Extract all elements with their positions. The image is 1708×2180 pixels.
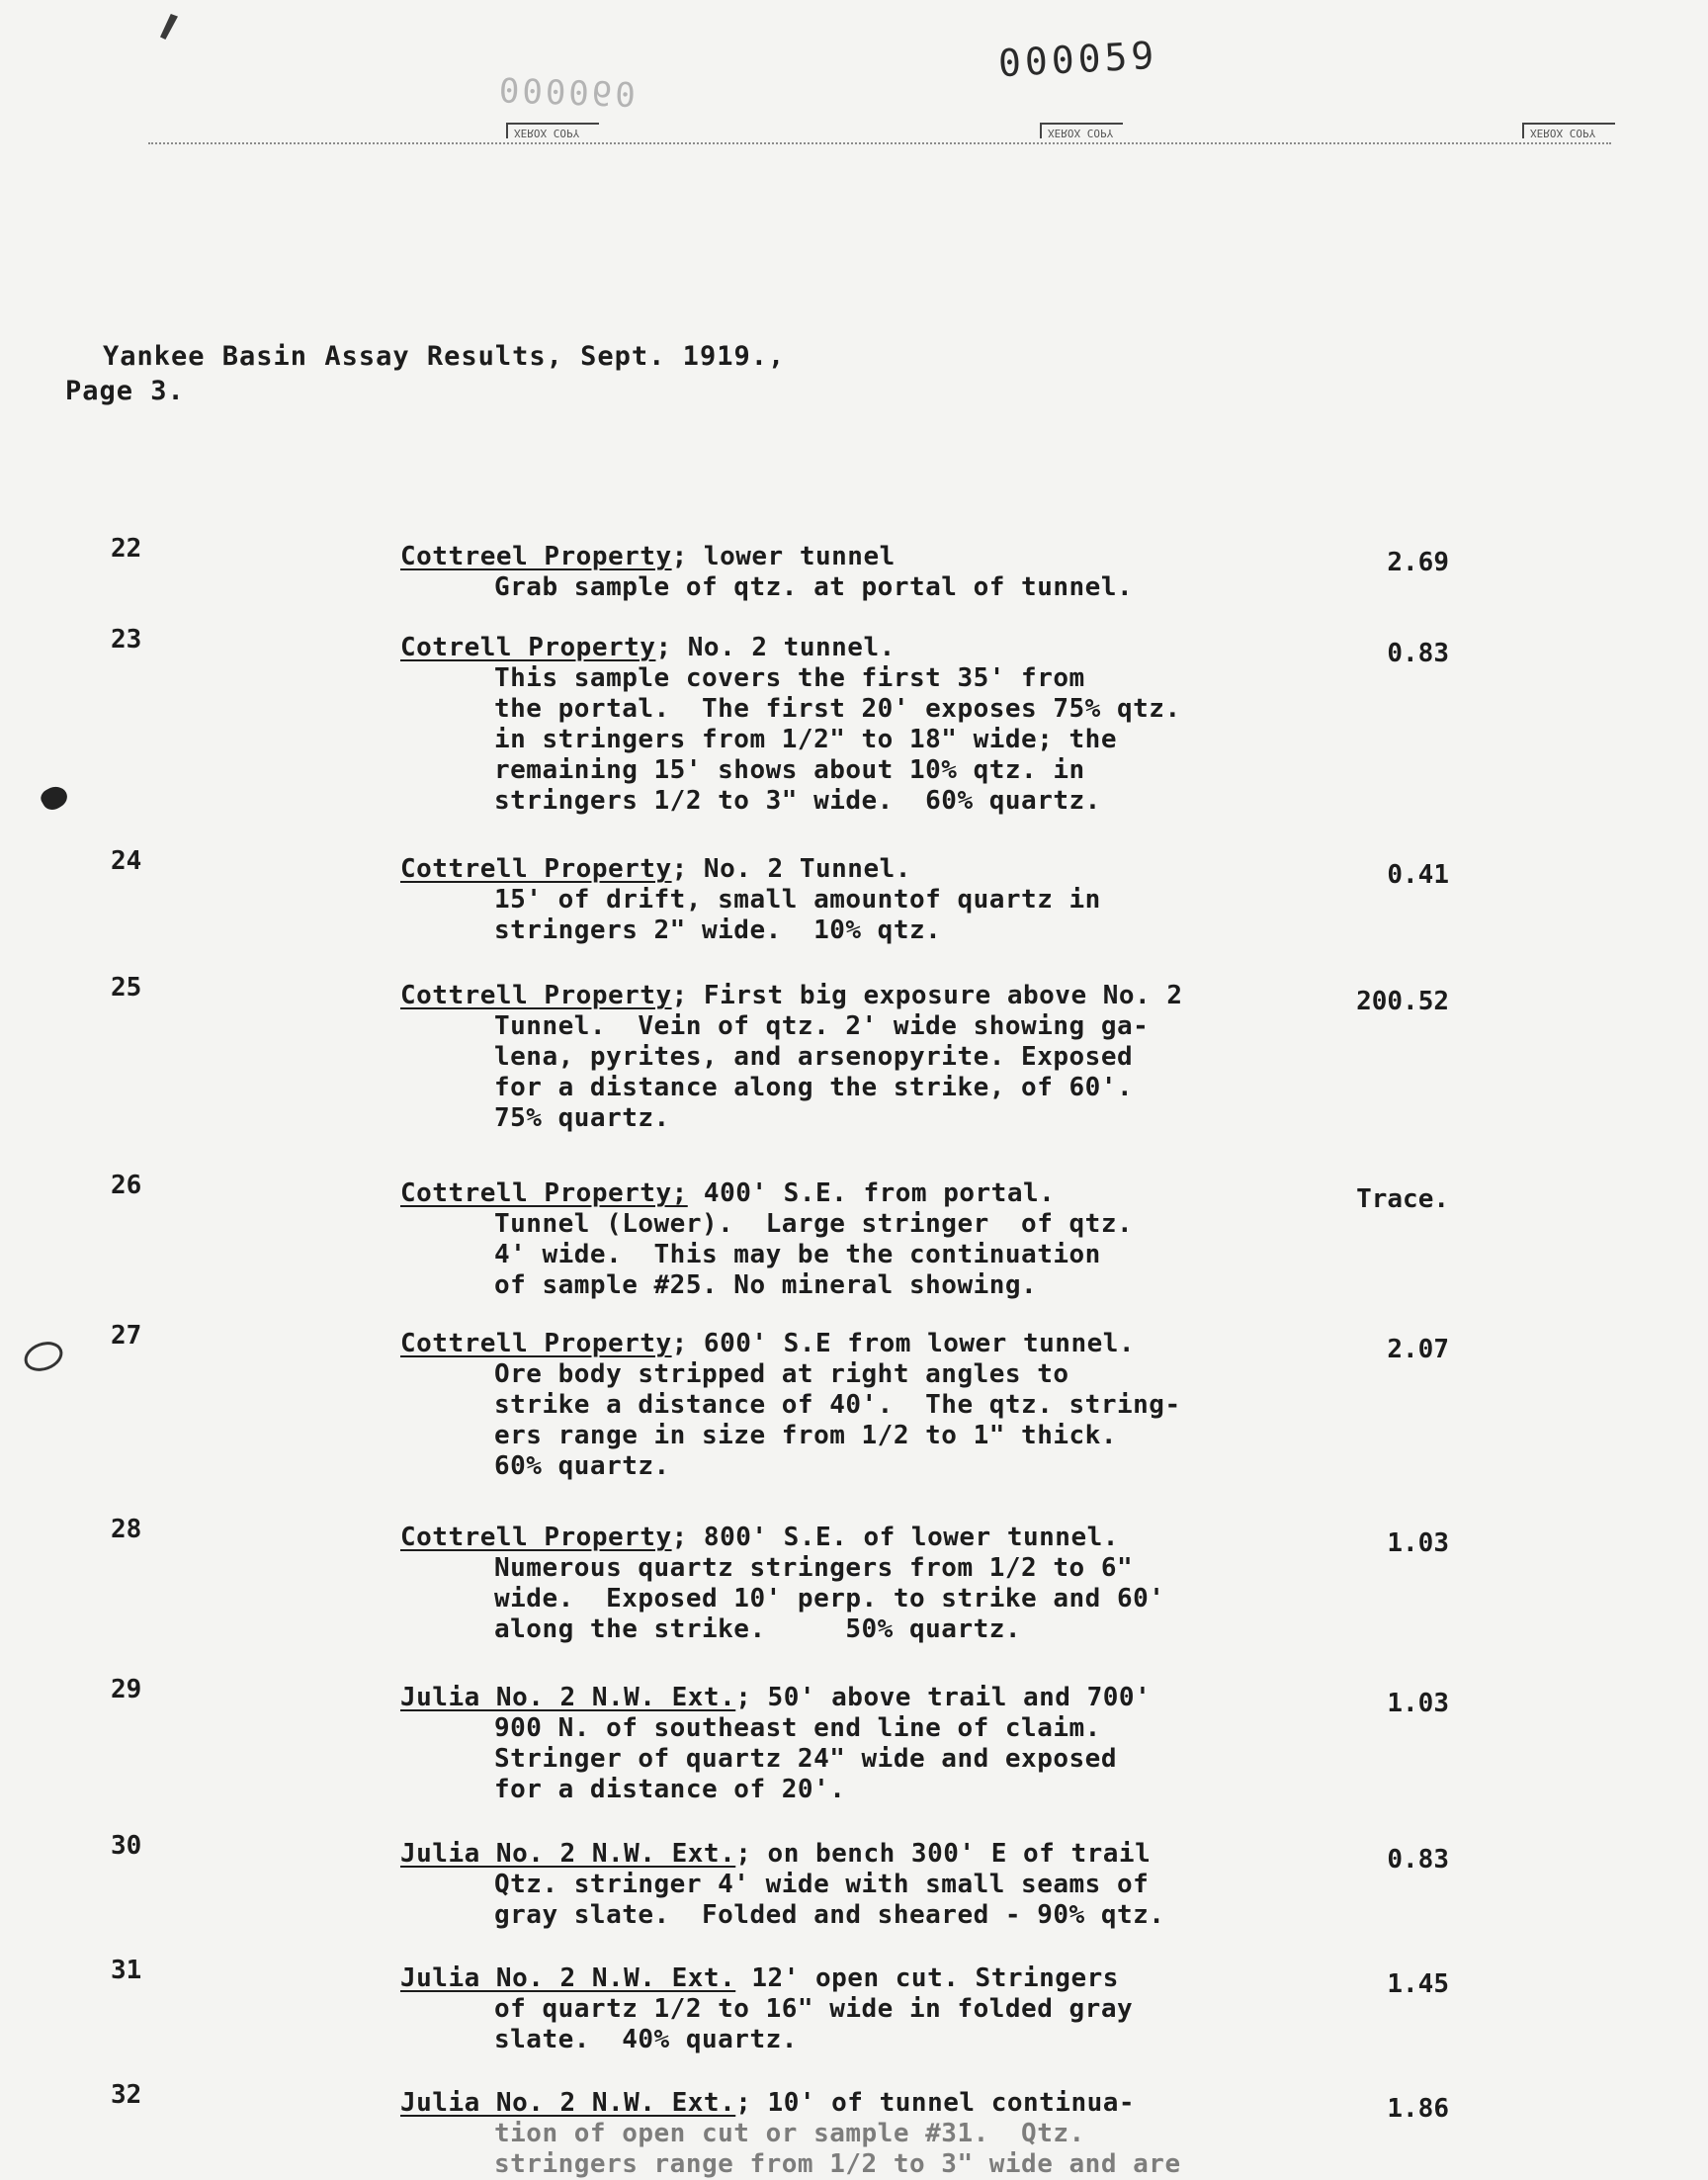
sample-description [400,1839,1310,1931]
sample-location: ; lower tunnel [671,542,896,571]
sample-location: ; 600' S.E from lower tunnel. [671,1329,1136,1358]
property-name: Julia No. 2 N.W. Ext. [400,1839,736,1869]
sample-location: ; 50' above trail and 700' [735,1683,1152,1712]
property-name: Cottrell Property [400,1523,672,1552]
assay-value: 0.83 [1387,639,1449,668]
sample-description [400,2088,1310,2180]
sample-number: 22 [111,534,142,564]
property-name: Cottrell Property [400,854,672,884]
sample-description [400,1683,1310,1805]
sample-number: 23 [111,625,142,654]
assay-value: 1.03 [1387,1528,1449,1558]
corner-pen-mark [160,14,178,40]
xerox-copy-mark: XEROX COPY [506,123,599,138]
assay-value: 1.45 [1387,1969,1449,1999]
assay-value: 0.83 [1387,1845,1449,1875]
assay-value: 1.86 [1387,2094,1449,2124]
property-name: Cottrell Property [400,1329,672,1358]
description-line: tion of open cut or sample #31. Qtz. [494,2119,1085,2148]
description-line: Tunnel (Lower). Large stringer of qtz. [494,1209,1134,1239]
property-name: Cotrell Property [400,633,656,662]
sample-heading [400,633,1310,663]
description-line: Qtz. stringer 4' wide with small seams of [494,1870,1150,1899]
sample-description [400,542,1310,603]
sample-description [400,1178,1310,1301]
sample-number: 24 [111,846,142,876]
sample-description [400,1963,1310,2055]
description-line: in stringers from 1/2" to 18" wide; the [494,725,1117,754]
description-line: the portal. The first 20' exposes 75% qtz. [494,694,1181,724]
sample-location: ; No. 2 Tunnel. [671,854,911,884]
property-name: Julia No. 2 N.W. Ext. [400,1683,736,1712]
sample-heading [400,981,1310,1011]
description-line: 75% quartz. [494,1103,670,1133]
sample-number: 31 [111,1956,142,1985]
sample-heading [400,542,1310,572]
sample-location: ; on bench 300' E of trail [735,1839,1152,1869]
assay-value: 200.52 [1356,987,1449,1016]
description-line: This sample covers the first 35' from [494,663,1085,693]
property-name: Cottrell Property; [400,1178,688,1208]
sample-heading [400,1329,1310,1359]
description-line: of sample #25. No mineral showing. [494,1270,1038,1300]
description-line: wide. Exposed 10' perp. to strike and 60' [494,1584,1165,1613]
sample-heading [400,854,1310,885]
sample-description [400,1523,1310,1645]
sample-heading [400,1839,1310,1870]
property-name: Julia No. 2 N.W. Ext. [400,2088,736,2118]
sample-location: ; 10' of tunnel continua- [735,2088,1136,2118]
sample-location: 12' open cut. Stringers [735,1963,1119,1993]
description-line: Tunnel. Vein of qtz. 2' wide showing ga- [494,1011,1150,1041]
description-line: Ore body stripped at right angles to [494,1359,1069,1389]
description-line: stringers range from 1/2 to 3" wide and are [494,2149,1181,2179]
assay-value: 0.41 [1387,860,1449,890]
document-title: Yankee Basin Assay Results, Sept. 1919., [103,341,786,372]
assay-value: 2.07 [1387,1335,1449,1364]
description-line: stringers 1/2 to 3" wide. 60% quartz. [494,786,1101,816]
sample-number: 29 [111,1675,142,1704]
description-line: gray slate. Folded and sheared - 90% qtz. [494,1900,1165,1930]
sample-description [400,854,1310,946]
sample-number: 26 [111,1171,142,1200]
property-name: Julia No. 2 N.W. Ext. [400,1963,736,1993]
sample-number: 28 [111,1515,142,1544]
description-line: 4' wide. This may be the continuation [494,1240,1101,1269]
description-line: strike a distance of 40'. The qtz. string- [494,1390,1181,1420]
xerox-copy-mark: XEROX COPY [1522,123,1615,138]
description-line: 900 N. of southeast end line of claim. [494,1713,1101,1743]
sample-location: ; First big exposure above No. 2 [671,981,1183,1010]
ghost-document-number: 000060 [498,68,640,114]
page-number: Page 3. [65,376,185,406]
description-line: Grab sample of qtz. at portal of tunnel. [494,572,1134,602]
margin-ink-blot [38,782,71,814]
margin-pen-mark [20,1337,66,1376]
description-line: Stringer of quartz 24" wide and exposed [494,1744,1117,1774]
sample-heading [400,2088,1310,2119]
sample-description [400,981,1310,1134]
sample-number: 32 [111,2080,142,2110]
description-line: along the strike. 50% quartz. [494,1614,1022,1644]
description-line: ers range in size from 1/2 to 1" thick. [494,1421,1117,1450]
sample-description [400,633,1310,817]
description-line: for a distance of 20'. [494,1775,846,1804]
xerox-copy-mark: XEROX COPY [1040,123,1123,138]
sample-heading [400,1963,1310,1994]
sample-description [400,1329,1310,1482]
perforation-line [148,142,1611,144]
sample-heading [400,1683,1310,1713]
document-number: 000059 [996,33,1159,86]
sample-heading [400,1523,1310,1553]
description-line: lena, pyrites, and arsenopyrite. Exposed [494,1042,1134,1072]
description-line: slate. 40% quartz. [494,2025,798,2054]
description-line: 60% quartz. [494,1451,670,1481]
sample-heading [400,1178,1310,1209]
sample-location: 400' S.E. from portal. [687,1178,1056,1208]
assay-value: 1.03 [1387,1689,1449,1718]
description-line: for a distance along the strike, of 60'. [494,1073,1134,1102]
sample-location: ; 800' S.E. of lower tunnel. [671,1523,1119,1552]
description-line: 15' of drift, small amountof quartz in [494,885,1101,915]
assay-value: Trace. [1356,1184,1449,1214]
sample-number: 30 [111,1831,142,1861]
description-line: of quartz 1/2 to 16" wide in folded gray [494,1994,1134,2024]
sample-location: ; No. 2 tunnel. [655,633,896,662]
property-name: Cottrell Property [400,981,672,1010]
description-line: stringers 2" wide. 10% qtz. [494,916,942,945]
description-line: Numerous quartz stringers from 1/2 to 6" [494,1553,1134,1583]
assay-value: 2.69 [1387,548,1449,577]
sample-number: 27 [111,1321,142,1351]
sample-number: 25 [111,973,142,1003]
property-name: Cottreel Property [400,542,672,571]
description-line: remaining 15' shows about 10% qtz. in [494,755,1085,785]
